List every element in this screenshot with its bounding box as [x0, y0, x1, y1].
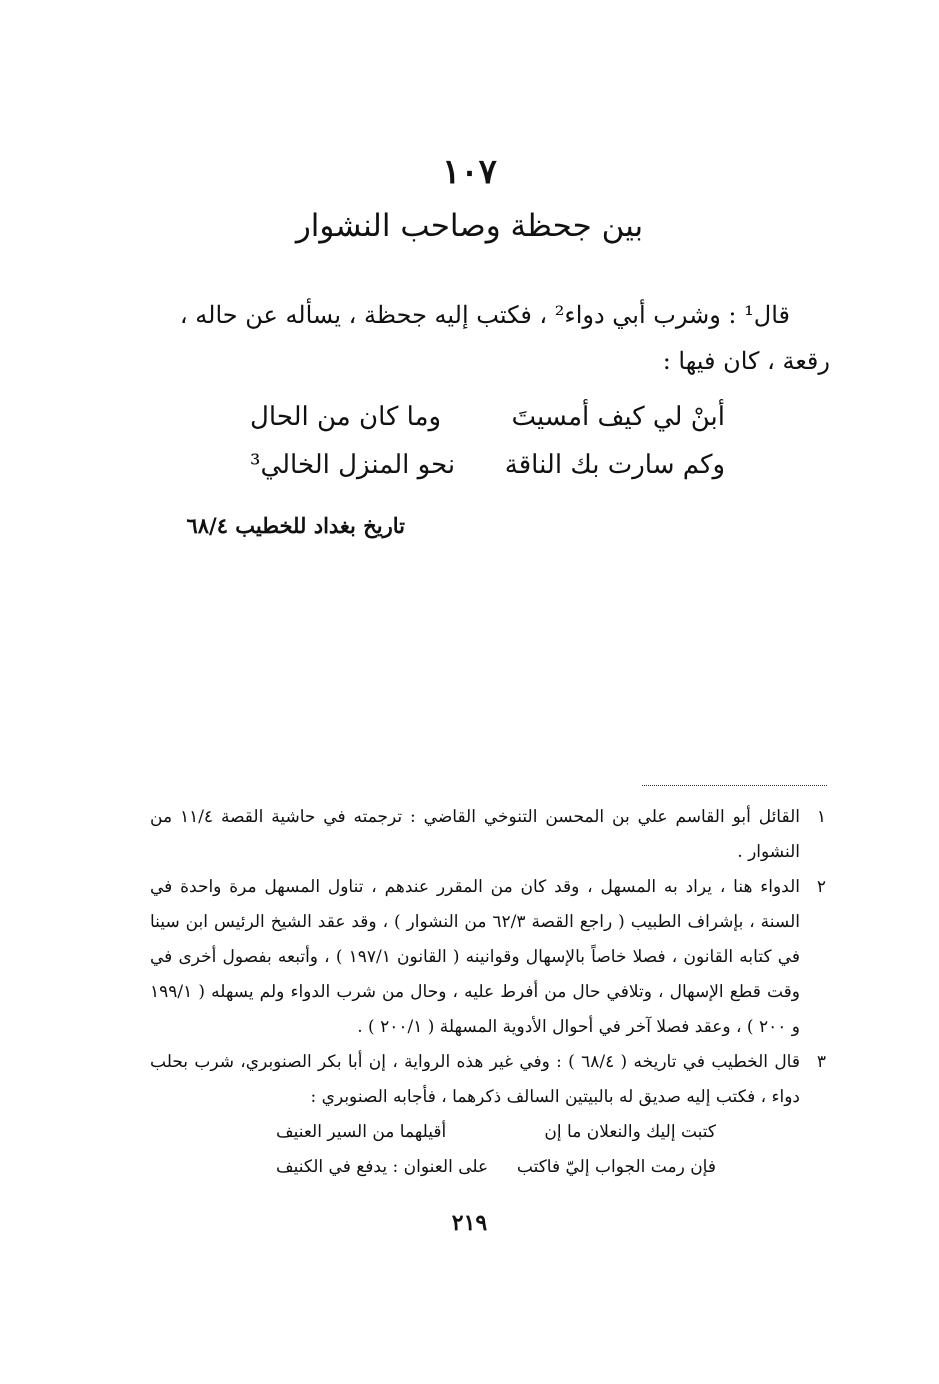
- poem-verse-1: [250, 402, 725, 442]
- footnote-verse-1: [276, 1115, 716, 1150]
- footnote-verse-1-second-hemistich: أقيلهما من السير العنيف: [276, 1122, 447, 1142]
- footnote-text: قال الخطيب في تاريخه ( ٦٨/٤ ) : وفي غير هذه الرواية ، إن أبا بكر الصنوبري، شرب بحلب دواء ، فكتب إليه صديق له بالبيتين السالف ذكرهما ، فأجابه الصنوبري :: [150, 1052, 800, 1107]
- footnote-divider: [642, 785, 827, 786]
- footnote-3: [150, 1045, 826, 1115]
- footnote-text: الدواء هنا ، يراد به المسهل ، وقد كان من المقرر عندهم ، تناول المسهل مرة واحدة في السنة ، بإشراف الطبيب ( راجع القصة ٦٢/٣ من النشوار ) ، وقد عقد الشيخ الرئيس ابن سينا في كتابه القانون ، فصلا خاصاً بالإسهال وقوانينه ( القانون ١٩٧/١ ) ، وأتبعه بفصول أخرى في وقت قطع الإسهال ، وتلافي حال من أفرط عليه ، وحال من شرب الدواء ولم يسهله ( ١٩٩/١ و ٢٠٠ ) ، وعقد فصلا آخر في أحوال الأدوية المسهلة ( ٢٠٠/١ ) .: [150, 877, 801, 1037]
- footnote-verse-2-second-hemistich: على العنوان : يدفع في الكنيف: [276, 1157, 489, 1177]
- page-number: ٢١٩: [451, 1210, 488, 1236]
- footnotes: [150, 800, 826, 1185]
- paragraph-line-2: رقعة ، كان فيها :: [662, 347, 830, 375]
- verse-2-second-hemistich: نحو المنزل الخالي³: [250, 450, 456, 480]
- verse-1-second-hemistich: وما كان من الحال: [250, 402, 442, 432]
- footnote-verse-1-first-hemistich: كتبت إليك والنعلان ما إن: [544, 1122, 716, 1142]
- footnote-2: [150, 870, 826, 1045]
- story-title: بين جحظة وصاحب النشوار: [295, 208, 644, 244]
- main-paragraph: [140, 292, 830, 384]
- footnote-number: ٢: [816, 877, 826, 897]
- verse-2-first-hemistich: وكم سارت بك الناقة: [504, 450, 725, 480]
- story-number: ١٠٧: [442, 152, 497, 192]
- source-reference: تاريخ بغداد للخطيب ٦٨/٤: [186, 513, 405, 538]
- footnote-verse-2-first-hemistich: فإن رمت الجواب إليّ فاكتب: [516, 1157, 716, 1177]
- footnote-number: ١: [816, 807, 826, 827]
- paragraph-line-1: قال¹ : وشرب أبي دواء² ، فكتب إليه جحظة ، يسأله عن حاله ،: [179, 301, 790, 329]
- footnote-number: ٣: [816, 1052, 826, 1072]
- footnote-text: القائل أبو القاسم علي بن المحسن التنوخي القاضي : ترجمته في حاشية القصة ١١/٤ من النشوار .: [150, 807, 800, 862]
- poem-verse-2: [250, 450, 725, 490]
- footnote-verse-2: [276, 1150, 716, 1185]
- verse-1-first-hemistich: أبنْ لي كيف أمسيتَ: [511, 402, 725, 432]
- footnote-1: [150, 800, 826, 870]
